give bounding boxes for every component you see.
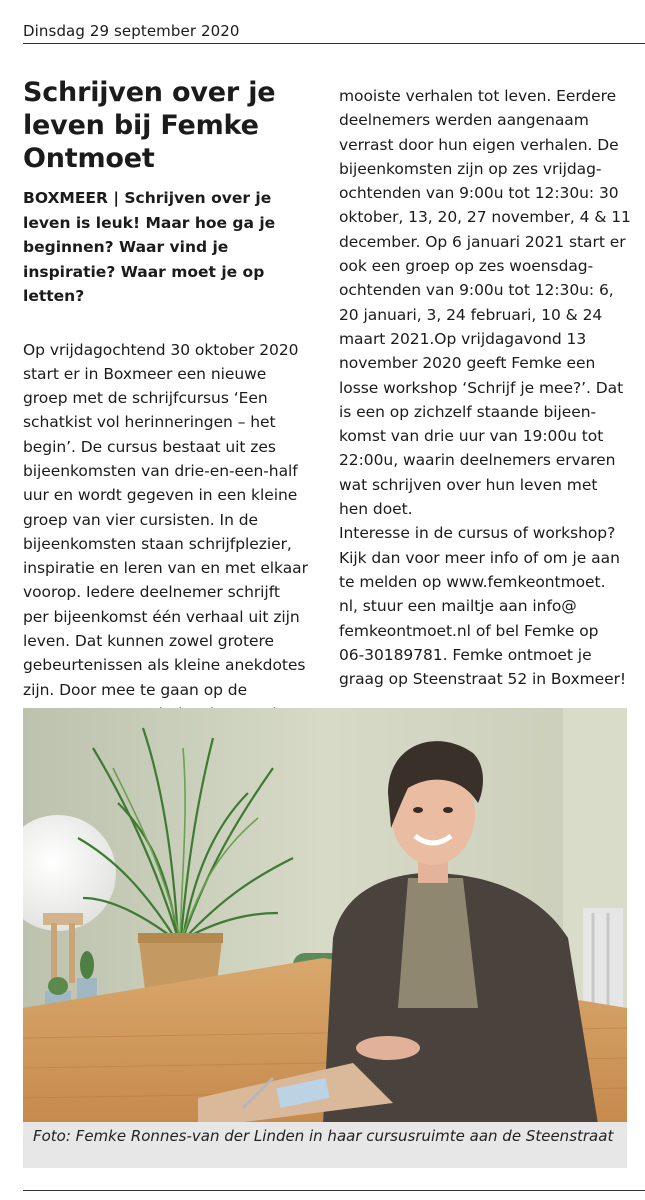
bottom-rule: [23, 1190, 645, 1191]
top-rule: [23, 43, 645, 44]
photo-caption: Foto: Femke Ronnes-van der Linden in haar cursusruimte aan de Steenstraat: [23, 1122, 627, 1168]
article-body-left: Op vrijdagochtend 30 oktober 2020 start er in Boxmeer een nieuwe groep met de schrijfcursus ‘Een schatkist vol herinneringen – het begin’. De cursus bestaat uit zes bijeenkomsten van drie-en-een-half uur en wordt gegeven in een kleine groep van vier cursisten. In de bijeenkomsten staan schrijfplezier, inspiratie en leren van en met elkaar voorop. Iedere deelnemer schrijft per bijeenkomst één verhaal uit zijn leven. Dat kunnen zowel grotere gebeurtenissen als kleine anekdotes zijn. Door mee te gaan op de: [23, 340, 308, 699]
article-column-right: [339, 84, 631, 691]
article-intro: BOXMEER | Schrijven over je leven is leuk! Maar hoe ga je beginnen? Waar vind je inspiratie? Waar moet je op letten?: [23, 189, 276, 305]
article-body-right: mooiste verhalen tot leven. Eerdere deelnemers werden aangenaam verrast door hun eigen verhalen. De bijeenkomsten zijn op zes vrijdag- ochtenden van 9:00u tot 12:30u: 30 oktober, 13, 20, 27 november, 4 & 11 december. Op 6 januari 2021 start er ook een groep op zes woensdag- ochtenden van 9:00u tot 12:30u: 6, 20 januari, 3, 24 februari, 10 & 24 maart 2021.Op vrijdagavond 13 november 2020 geeft Femke een losse workshop ‘Schrijf je mee?’. Dat is een op zichzelf staande bijeen- komst van drie uur van 19:00u tot 22:00u, waarin deelnemers ervaren wat schrijven over hun leven met hen doet. Interesse in de cursus of workshop? Kijk dan voor meer info of om je aan te melden op www.femkeontmoet. nl, stuur een mailtje aan info@ femkeontmoet.nl of bel Femke op 06-30189781. Femke ontmoet je graag op Steenstraat 52 in Boxmeer!: [339, 87, 631, 689]
article-column-left: [23, 76, 323, 726]
article-photo: [23, 708, 627, 1124]
dateline: Dinsdag 29 september 2020: [23, 22, 240, 40]
article-headline: Schrijven over je leven bij Femke Ontmoet: [23, 77, 276, 174]
photo-illustration: [23, 708, 627, 1124]
